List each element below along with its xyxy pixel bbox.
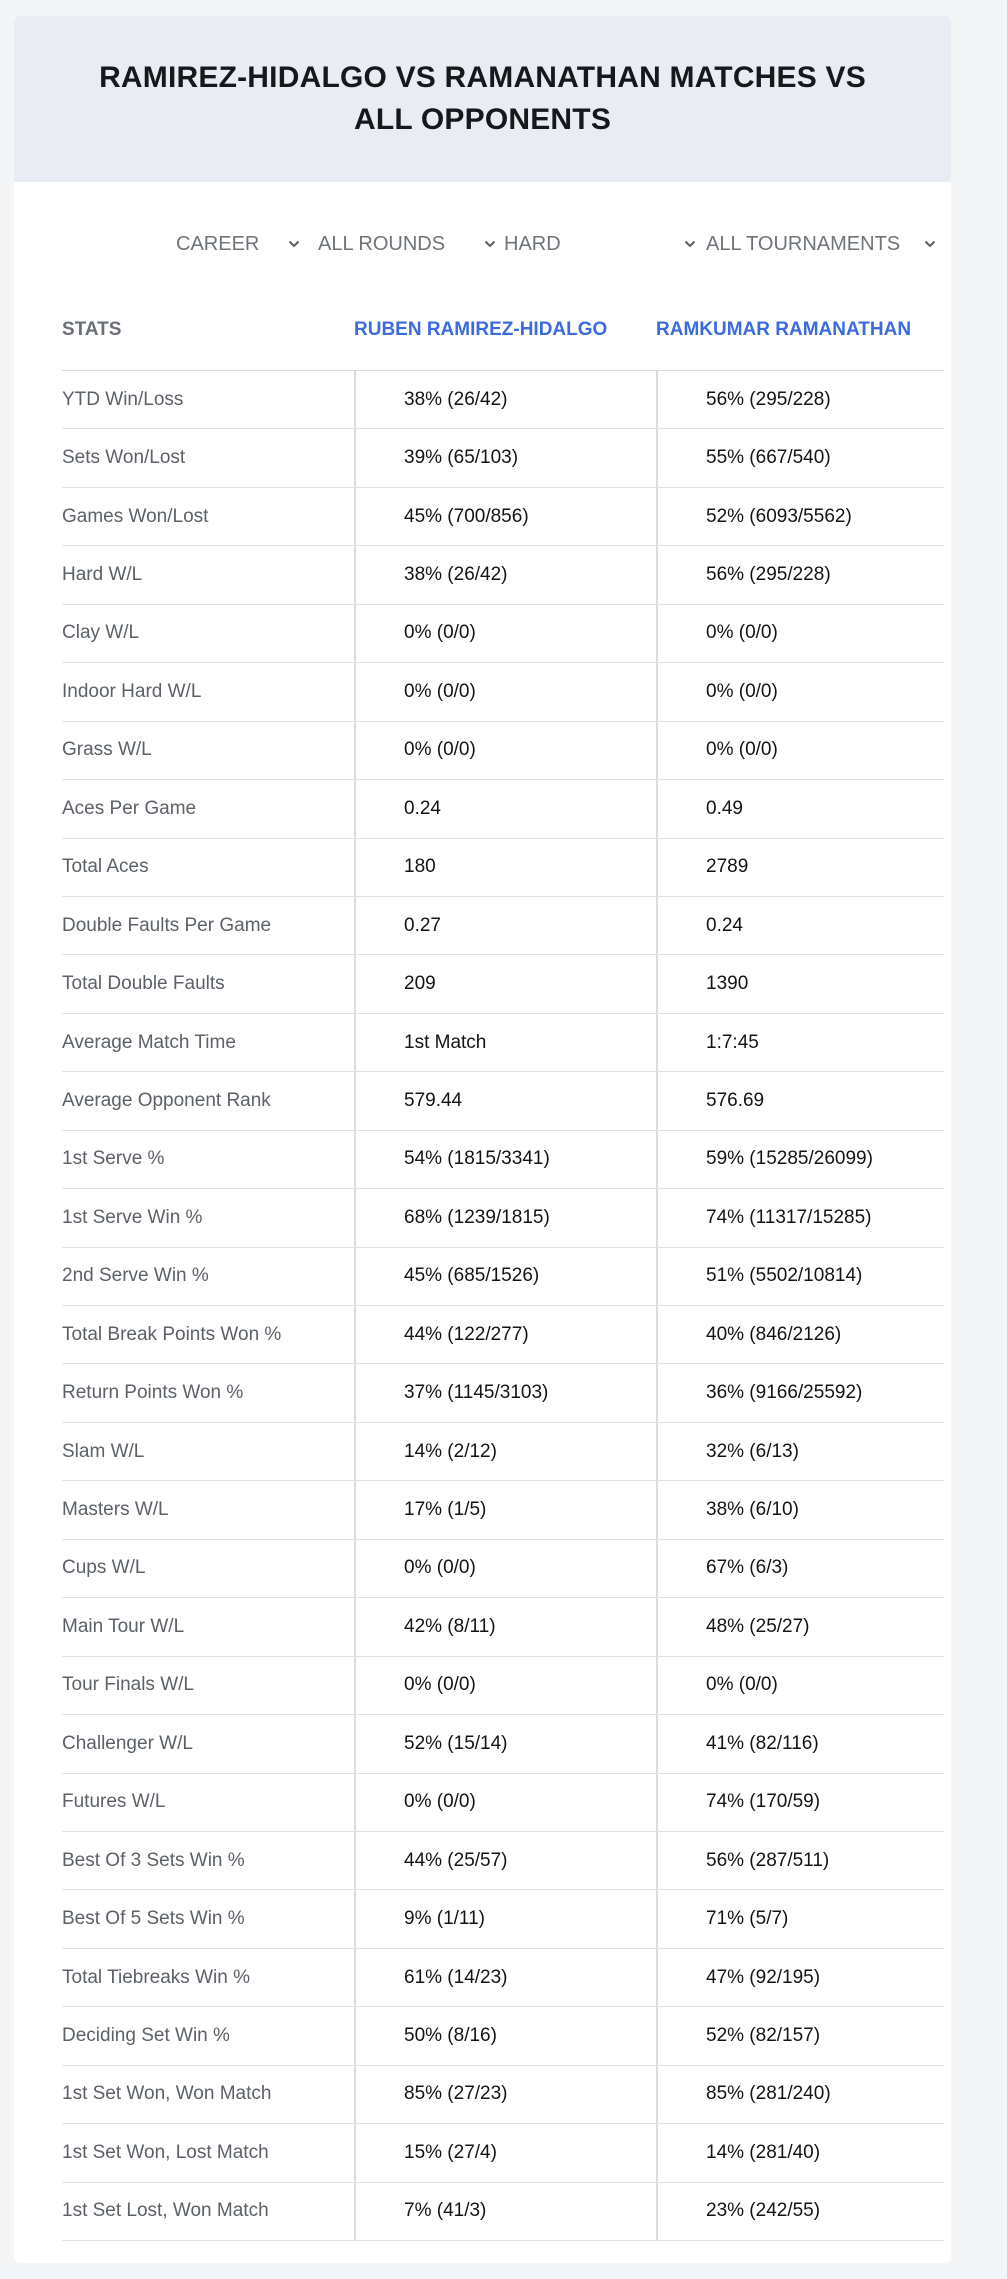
table-row — [62, 488, 944, 546]
player1-value: 17% (1/5) — [404, 1499, 487, 1521]
column-divider — [354, 2066, 356, 2123]
player2-value: 0% (0/0) — [706, 739, 778, 761]
player2-value: 23% (242/55) — [706, 2200, 821, 2222]
player1-value: 0% (0/0) — [404, 739, 476, 761]
column-divider — [354, 1364, 356, 1421]
stat-label: Challenger W/L — [62, 1732, 193, 1754]
column-divider — [354, 1657, 356, 1714]
player1-value: 38% (26/42) — [404, 564, 508, 586]
player2-value: 576.69 — [706, 1089, 765, 1111]
player1-value: 50% (8/16) — [404, 2024, 497, 2046]
column-divider — [656, 1248, 658, 1305]
tournaments-select[interactable] — [706, 226, 936, 262]
player2-value: 74% (170/59) — [706, 1791, 821, 1813]
player2-value: 67% (6/3) — [706, 1557, 789, 1579]
surface-select[interactable] — [504, 226, 696, 262]
stat-label: 1st Serve % — [62, 1148, 165, 1170]
table-body — [62, 371, 944, 2241]
column-divider — [656, 546, 658, 603]
column-divider — [354, 1014, 356, 1071]
player2-value: 52% (82/157) — [706, 2024, 821, 2046]
column-divider — [354, 897, 356, 954]
column-divider — [656, 488, 658, 545]
player1-value: 209 — [404, 973, 436, 995]
player2-value: 56% (287/511) — [706, 1849, 830, 1871]
table-row — [62, 1364, 944, 1422]
player2-value: 85% (281/240) — [706, 2083, 831, 2105]
player1-value: 61% (14/23) — [404, 1966, 508, 1988]
player2-value: 0% (0/0) — [706, 622, 778, 644]
player1-value: 38% (26/42) — [404, 388, 508, 410]
column-divider — [656, 1890, 658, 1947]
stat-label: 1st Set Won, Lost Match — [62, 2141, 269, 2163]
rounds-select-value: ALL ROUNDS — [318, 232, 446, 255]
column-divider — [656, 663, 658, 720]
player1-value: 52% (15/14) — [404, 1732, 508, 1754]
player1-value: 0.27 — [404, 914, 441, 936]
player2-value: 36% (9166/25592) — [706, 1382, 863, 1404]
column-divider — [354, 546, 356, 603]
column-divider — [354, 1248, 356, 1305]
table-row — [62, 2183, 944, 2241]
tournaments-select-value: ALL TOURNAMENTS — [706, 232, 901, 255]
stat-label: Best Of 5 Sets Win % — [62, 1908, 245, 1930]
column-divider — [656, 1657, 658, 1714]
stat-label: Hard W/L — [62, 564, 143, 586]
player2-value: 52% (6093/5562) — [706, 505, 852, 527]
column-divider — [656, 371, 658, 428]
column-divider — [656, 1072, 658, 1129]
surface-select-value: HARD — [504, 232, 561, 255]
player1-value: 579.44 — [404, 1089, 463, 1111]
stat-label: 1st Set Lost, Won Match — [62, 2200, 269, 2222]
column-divider — [354, 1598, 356, 1655]
player1-value: 39% (65/103) — [404, 447, 519, 469]
chevron-down-icon — [684, 238, 696, 250]
stat-label: Cups W/L — [62, 1557, 146, 1579]
table-row — [62, 1715, 944, 1773]
player1-value: 54% (1815/3341) — [404, 1148, 550, 1170]
player1-value: 37% (1145/3103) — [404, 1382, 549, 1404]
table-row — [62, 2007, 944, 2065]
player2-value: 71% (5/7) — [706, 1908, 789, 1930]
player2-value: 41% (82/116) — [706, 1732, 819, 1754]
player2-value: 48% (25/27) — [706, 1615, 810, 1637]
player2-value: 1:7:45 — [706, 1031, 759, 1053]
page-header — [14, 16, 951, 182]
table-row — [62, 605, 944, 663]
player1-value: 7% (41/3) — [404, 2200, 487, 2222]
stat-label: Best Of 3 Sets Win % — [62, 1849, 245, 1871]
filter-bar — [14, 226, 951, 262]
column-divider — [354, 1072, 356, 1129]
stat-label: 2nd Serve Win % — [62, 1265, 209, 1287]
column-divider — [354, 1715, 356, 1772]
player1-value: 42% (8/11) — [404, 1615, 496, 1637]
column-divider — [354, 663, 356, 720]
player2-value: 56% (295/228) — [706, 388, 831, 410]
player1-value: 15% (27/4) — [404, 2141, 497, 2163]
column-divider — [656, 1540, 658, 1597]
stat-label: 1st Set Won, Won Match — [62, 2083, 272, 2105]
table-row — [62, 1481, 944, 1539]
player2-value: 1390 — [706, 973, 749, 995]
player2-link[interactable]: RAMKUMAR RAMANATHAN — [656, 319, 912, 340]
player2-value: 56% (295/228) — [706, 564, 831, 586]
table-row — [62, 663, 944, 721]
column-divider — [656, 722, 658, 779]
column-divider — [354, 1949, 356, 2006]
stat-label: Masters W/L — [62, 1499, 169, 1521]
stat-label: Total Tiebreaks Win % — [62, 1966, 250, 1988]
stat-label: Deciding Set Win % — [62, 2024, 230, 2046]
column-divider — [656, 780, 658, 837]
column-divider — [354, 605, 356, 662]
stat-label: Indoor Hard W/L — [62, 680, 202, 702]
column-divider — [354, 2124, 356, 2181]
table-row — [62, 780, 944, 838]
table-row — [62, 1890, 944, 1948]
column-divider — [656, 1423, 658, 1480]
column-divider — [354, 371, 356, 428]
column-divider — [354, 722, 356, 779]
table-row — [62, 1248, 944, 1306]
column-divider — [656, 897, 658, 954]
table-row — [62, 955, 944, 1013]
player2-value: 47% (92/195) — [706, 1966, 821, 1988]
table-row — [62, 897, 944, 955]
player1-value: 0.24 — [404, 797, 441, 819]
column-divider — [354, 1540, 356, 1597]
player1-value: 14% (2/12) — [404, 1440, 497, 1462]
player1-value: 0% (0/0) — [404, 622, 476, 644]
table-row — [62, 1598, 944, 1656]
column-divider — [656, 429, 658, 486]
stat-label: Total Aces — [62, 856, 149, 878]
column-divider — [656, 1832, 658, 1889]
column-divider — [656, 2066, 658, 2123]
column-divider — [656, 2007, 658, 2064]
player2-value: 40% (846/2126) — [706, 1323, 842, 1345]
table-row — [62, 1072, 944, 1130]
stat-label: Average Opponent Rank — [62, 1089, 271, 1111]
column-divider — [656, 1774, 658, 1831]
stat-label: Double Faults Per Game — [62, 914, 272, 936]
chevron-down-icon — [924, 238, 936, 250]
player2-value: 38% (6/10) — [706, 1499, 799, 1521]
column-divider — [354, 1189, 356, 1246]
table-row — [62, 546, 944, 604]
stat-label: Total Break Points Won % — [62, 1323, 282, 1345]
column-divider — [354, 2007, 356, 2064]
column-divider — [354, 2183, 356, 2240]
column-divider — [656, 2124, 658, 2181]
player1-value: 85% (27/23) — [404, 2083, 508, 2105]
column-divider — [656, 1715, 658, 1772]
stat-label: Sets Won/Lost — [62, 447, 186, 469]
player1-value: 45% (685/1526) — [404, 1265, 540, 1287]
column-divider — [354, 955, 356, 1012]
player2-value: 55% (667/540) — [706, 447, 831, 469]
column-divider — [354, 1774, 356, 1831]
stats-column-header: STATS — [62, 319, 122, 340]
column-divider — [354, 1890, 356, 1947]
player2-value: 0% (0/0) — [706, 1674, 778, 1696]
chevron-down-icon — [288, 238, 300, 250]
column-divider — [354, 1423, 356, 1480]
table-row — [62, 839, 944, 897]
column-divider — [656, 955, 658, 1012]
table-row — [62, 1774, 944, 1832]
column-divider — [354, 1306, 356, 1363]
column-divider — [656, 2183, 658, 2240]
table-row — [62, 371, 944, 429]
table-row — [62, 1189, 944, 1247]
stat-label: 1st Serve Win % — [62, 1206, 203, 1228]
column-divider — [354, 1481, 356, 1538]
player2-value: 2789 — [706, 856, 749, 878]
player1-link[interactable]: RUBEN RAMIREZ-HIDALGO — [354, 319, 608, 340]
table-row — [62, 1306, 944, 1364]
stat-label: YTD Win/Loss — [62, 388, 184, 410]
table-row — [62, 429, 944, 487]
table-row — [62, 1540, 944, 1598]
column-divider — [656, 1014, 658, 1071]
player2-value: 14% (281/40) — [706, 2141, 821, 2163]
table-row — [62, 1657, 944, 1715]
player2-value: 0.49 — [706, 797, 743, 819]
period-select-value: CAREER — [176, 232, 260, 255]
column-divider — [354, 1832, 356, 1889]
stat-label: Slam W/L — [62, 1440, 145, 1462]
column-divider — [656, 1131, 658, 1188]
stats-table — [62, 290, 944, 2241]
stat-label: Clay W/L — [62, 622, 140, 644]
stat-label: Games Won/Lost — [62, 505, 209, 527]
stat-label: Total Double Faults — [62, 973, 225, 995]
table-row — [62, 1832, 944, 1890]
column-divider — [656, 1598, 658, 1655]
column-divider — [656, 1364, 658, 1421]
column-divider — [354, 839, 356, 896]
player2-value: 59% (15285/26099) — [706, 1148, 873, 1170]
column-divider — [656, 1481, 658, 1538]
player2-value: 0% (0/0) — [706, 680, 778, 702]
period-select[interactable] — [176, 226, 300, 262]
player1-value: 0% (0/0) — [404, 1674, 476, 1696]
stat-label: Grass W/L — [62, 739, 152, 761]
column-divider — [354, 780, 356, 837]
table-header — [62, 290, 944, 371]
player1-value: 68% (1239/1815) — [404, 1206, 550, 1228]
table-row — [62, 2066, 944, 2124]
stat-label: Return Points Won % — [62, 1382, 244, 1404]
column-divider — [656, 839, 658, 896]
column-divider — [656, 605, 658, 662]
stat-label: Main Tour W/L — [62, 1615, 185, 1637]
column-divider — [656, 1949, 658, 2006]
table-row — [62, 722, 944, 780]
player1-value: 45% (700/856) — [404, 505, 529, 527]
stats-card — [14, 16, 951, 2263]
player1-value: 44% (25/57) — [404, 1849, 508, 1871]
player1-value: 0% (0/0) — [404, 1557, 476, 1579]
rounds-select[interactable] — [318, 226, 496, 262]
column-divider — [354, 1131, 356, 1188]
player1-value: 9% (1/11) — [404, 1908, 485, 1930]
column-divider — [354, 429, 356, 486]
table-row — [62, 1423, 944, 1481]
player2-value: 51% (5502/10814) — [706, 1265, 863, 1287]
table-row — [62, 1131, 944, 1189]
player1-value: 180 — [404, 856, 436, 878]
player2-value: 74% (11317/15285) — [706, 1206, 872, 1228]
chevron-down-icon — [484, 238, 496, 250]
player1-value: 0% (0/0) — [404, 680, 476, 702]
column-divider — [354, 488, 356, 545]
table-row — [62, 1949, 944, 2007]
stat-label: Futures W/L — [62, 1791, 166, 1813]
table-row — [62, 1014, 944, 1072]
stat-label: Aces Per Game — [62, 797, 197, 819]
column-divider — [656, 1306, 658, 1363]
column-divider — [656, 1189, 658, 1246]
page-title: RAMIREZ-HIDALGO VS RAMANATHAN MATCHES VS ALL OPPONENTS — [99, 61, 866, 136]
player1-value: 0% (0/0) — [404, 1791, 476, 1813]
player2-value: 0.24 — [706, 914, 743, 936]
stat-label: Tour Finals W/L — [62, 1674, 194, 1696]
table-row — [62, 2124, 944, 2182]
player1-value: 1st Match — [404, 1031, 487, 1053]
stat-label: Average Match Time — [62, 1031, 236, 1053]
player2-value: 32% (6/13) — [706, 1440, 799, 1462]
player1-value: 44% (122/277) — [404, 1323, 529, 1345]
